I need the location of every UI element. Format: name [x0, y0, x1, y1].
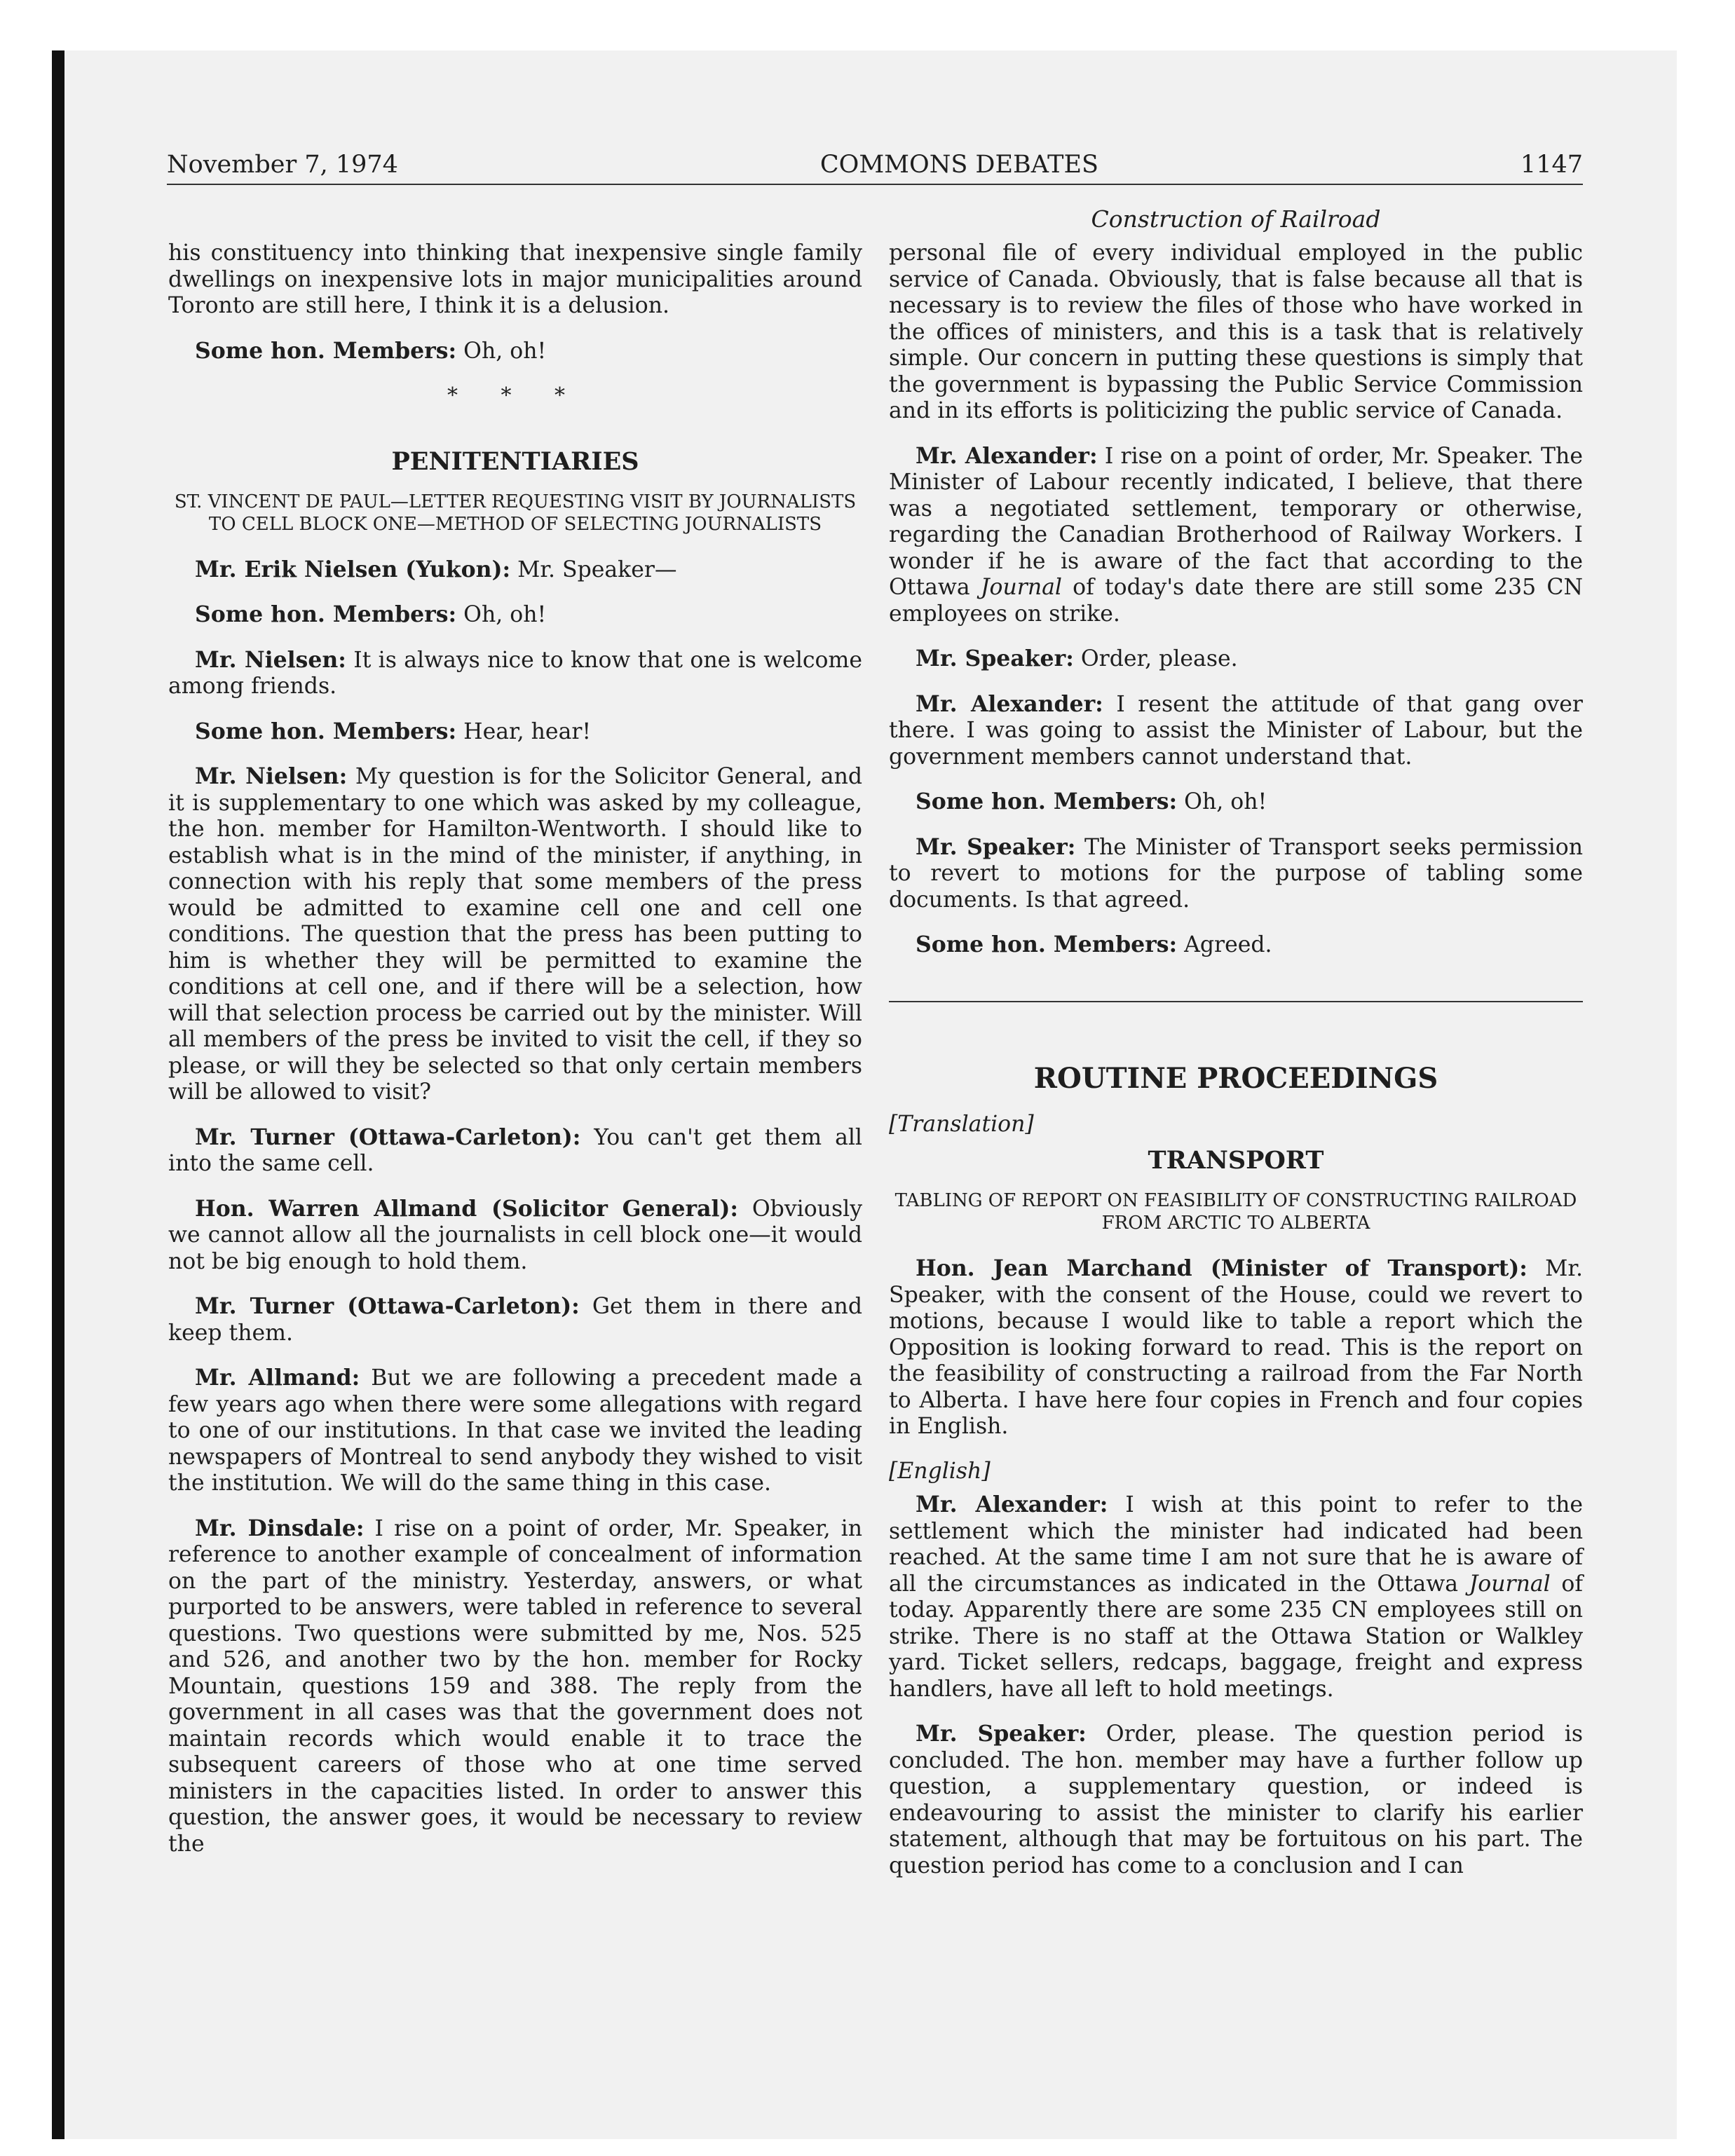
page-header [167, 149, 1583, 185]
speech [889, 1721, 1583, 1879]
speech [168, 1124, 862, 1178]
paragraph: his constituency into thinking that inexpensive single family dwellings on inexpensive lots in major municipalities around Toronto are still here, I think it is a delusion. [168, 240, 862, 318]
speech-text: Hear, hear! [463, 718, 592, 744]
speaker-name: Mr. Alexander: [916, 1492, 1108, 1517]
speech-text: I rise on a point of order, Mr. Speaker, in reference to another example of concealment of information on the part of the ministry. Yesterday, answers, or what purported to be answers, were tabled in reference to several questions. Two questions were submitted by me, Nos. 525 and 526, and another two by the hon. member for Rocky Mountain, questions 159 and 388. The reply from the government in all cases was that the government does not maintain records which would enable it to trace the subsequent careers of those who at one time served ministers in the capacities listed. In order to answer this question, the answer goes, it would be necessary to review the [168, 1515, 862, 1857]
speech-text: But we are following a precedent made a few years ago when there were some allegations with regard to one of our institutions. In that case we invited the leading newspapers of Montreal to send anybody they wished to visit the institution. We will do the same thing in this case. [168, 1365, 862, 1496]
header-date: November 7, 1974 [167, 151, 398, 179]
speaker-name: Mr. Alexander: [916, 442, 1098, 469]
paragraph: personal file of every individual employed in the public service of Canada. Obviously, that is false because all that is necessary is to review the files of those who have worked in the offices of ministers, and this is a task that is relatively simple. Our concern in putting these questions is simply that the government is bypassing the Public Service Commission and in its efforts is politicizing the public service of Canada. [889, 240, 1583, 423]
speaker-name: Mr. Allmand: [195, 1365, 360, 1391]
english-tag: [English] [889, 1458, 991, 1484]
speech [889, 1255, 1583, 1440]
speech [889, 932, 1583, 959]
speech [889, 1492, 1583, 1703]
speaker-name: Mr. Erik Nielsen (Yukon): [195, 556, 511, 582]
speech [889, 691, 1583, 771]
speaker-name: Mr. Turner (Ottawa-Carleton): [195, 1293, 580, 1319]
speech [168, 647, 862, 700]
speech [889, 834, 1583, 914]
speech-text: Mr. Speaker, with the consent of the House, could we revert to motions, because I would like to table a report which the Opposition is looking forward to read. This is the report on the feasibility of constructing a railroad from the Far North to Alberta. I have here four copies in French and four copies in English. [889, 1256, 1583, 1439]
speech [168, 557, 862, 584]
speech-text: I wish at this point to refer to the settlement which the minister had indicated had been reached. At the same time I am not sure that he is aware of all the circumstances as indicated in the Ottawa [889, 1492, 1584, 1597]
speaker-name: Some hon. Members: [195, 601, 457, 627]
speech-text: I resent the attitude of that gang over there. I was going to assist the Minister of Labour, but the government members cannot understand that. [889, 691, 1583, 770]
publication-name: Journal [1469, 1571, 1551, 1597]
header-page-number: 1147 [1520, 151, 1583, 179]
speech-text: Oh, oh! [463, 338, 547, 364]
speech [168, 1196, 862, 1276]
running-head: Construction of Railroad [1091, 205, 1381, 233]
speech-text: It is always nice to know that one is welcome among friends. [168, 647, 863, 699]
speaker-name: Mr. Speaker: [916, 1721, 1087, 1747]
speech [168, 718, 862, 746]
section-subtitle: ST. VINCENT DE PAUL—LETTER REQUESTING VISIT BY JOURNALISTS TO CELL BLOCK ONE—METHOD OF SELECTING JOURNALISTS [174, 491, 857, 535]
speaker-name: Hon. Jean Marchand (Minister of Transport): [916, 1255, 1528, 1281]
speech-text: Mr. Speaker— [517, 557, 677, 582]
speech-text: Obviously we cannot allow all the journalists in cell block one—it would not be big enough to hold them. [168, 1196, 862, 1274]
header-publication: COMMONS DEBATES [819, 151, 1098, 179]
translation-tag: [Translation] [889, 1111, 1034, 1137]
publication-name: Journal [980, 575, 1062, 600]
speech [168, 1515, 862, 1858]
speech [889, 646, 1583, 673]
left-column [168, 240, 862, 1876]
scan-edge-bar [52, 50, 64, 2139]
speech [168, 338, 862, 365]
speech-text: Get them in there and keep them. [168, 1294, 862, 1346]
speech-text: of today. Apparently there are some 235 CN employees still on strike. There is no staff at the Ottawa Station or Walkley yard. Ticket sellers, redcaps, baggage, freight and express handlers, have all left to hold meetings. [889, 1571, 1584, 1702]
speaker-name: Mr. Alexander: [916, 690, 1103, 717]
speaker-name: Some hon. Members: [916, 789, 1178, 814]
speech-text: Agreed. [1184, 932, 1272, 957]
speaker-name: Mr. Speaker: [916, 833, 1076, 860]
section-rule [889, 1001, 1583, 1002]
speaker-name: Mr. Dinsdale: [195, 1515, 365, 1541]
speaker-name: Mr. Speaker: [916, 646, 1074, 671]
speaker-name: Some hon. Members: [916, 932, 1178, 957]
speaker-name: Mr. Turner (Ottawa-Carleton): [195, 1124, 581, 1150]
speaker-name: Some hon. Members: [195, 337, 457, 364]
right-column [889, 240, 1583, 1897]
transport-title: TRANSPORT [1148, 1146, 1324, 1175]
speech-text: Oh, oh! [1184, 789, 1267, 814]
speech-text: Oh, oh! [463, 602, 547, 627]
speech-text: You can't get them all into the same cell. [168, 1124, 862, 1176]
speech-text: Order, please. [1080, 646, 1238, 671]
speech [168, 601, 862, 629]
speaker-name: Mr. Nielsen: [195, 763, 348, 789]
speech [168, 1293, 862, 1346]
speech-text: of today's date there are still some 235 CN employees on strike. [889, 575, 1584, 627]
speaker-name: Mr. Nielsen: [195, 646, 346, 673]
transport-subtitle: TABLING OF REPORT ON FEASIBILITY OF CONSTRUCTING RAILROAD FROM ARCTIC TO ALBERTA [894, 1190, 1577, 1234]
speech-text: I rise on a point of order, Mr. Speaker. The Minister of Labour recently indicated, I believe, that there was a negotiated settlement, temporary or otherwise, regarding the Canadian Brotherhood of Railway Workers. I wonder if he is aware of the fact that according to the Ottawa [889, 443, 1583, 600]
speech [889, 443, 1583, 628]
speech [889, 789, 1583, 816]
section-title: PENITENTIARIES [391, 446, 639, 476]
speaker-name: Hon. Warren Allmand (Solicitor General): [195, 1195, 739, 1222]
routine-proceedings-title: ROUTINE PROCEEDINGS [1033, 1061, 1438, 1095]
speech-text: The Minister of Transport seeks permission to revert to motions for the purpose of tabling some documents. Is that agreed. [889, 834, 1584, 913]
speaker-name: Some hon. Members: [195, 718, 457, 744]
speech [168, 1365, 862, 1497]
speech-text: Order, please. The question period is concluded. The hon. member may have a further follow up question, a supplementary question, or indeed is endeavouring to assist the minister to clarify his earlier statement, although that may be fortuitous on his part. The question period has come to a conclusion and I can [889, 1721, 1583, 1878]
speech [168, 763, 862, 1106]
section-separator: * * * [447, 383, 584, 408]
speech-text: My question is for the Solicitor General, and it is supplementary to one which was asked by my colleague, the hon. member for Hamilton-Wentworth. I should like to establish what is in the mind of the minister, if anything, in connection with his reply that some members of the press would be admitted to examine cell one and cell one conditions. The question that the press has been putting to him is whether they will be permitted to examine the conditions at cell one, and if there will be a selection, how will that selection process be carried out by the minister. Will all members of the press be invited to visit the cell, if they so please, or will they be selected so that only certain members will be allowed to visit? [168, 764, 863, 1105]
